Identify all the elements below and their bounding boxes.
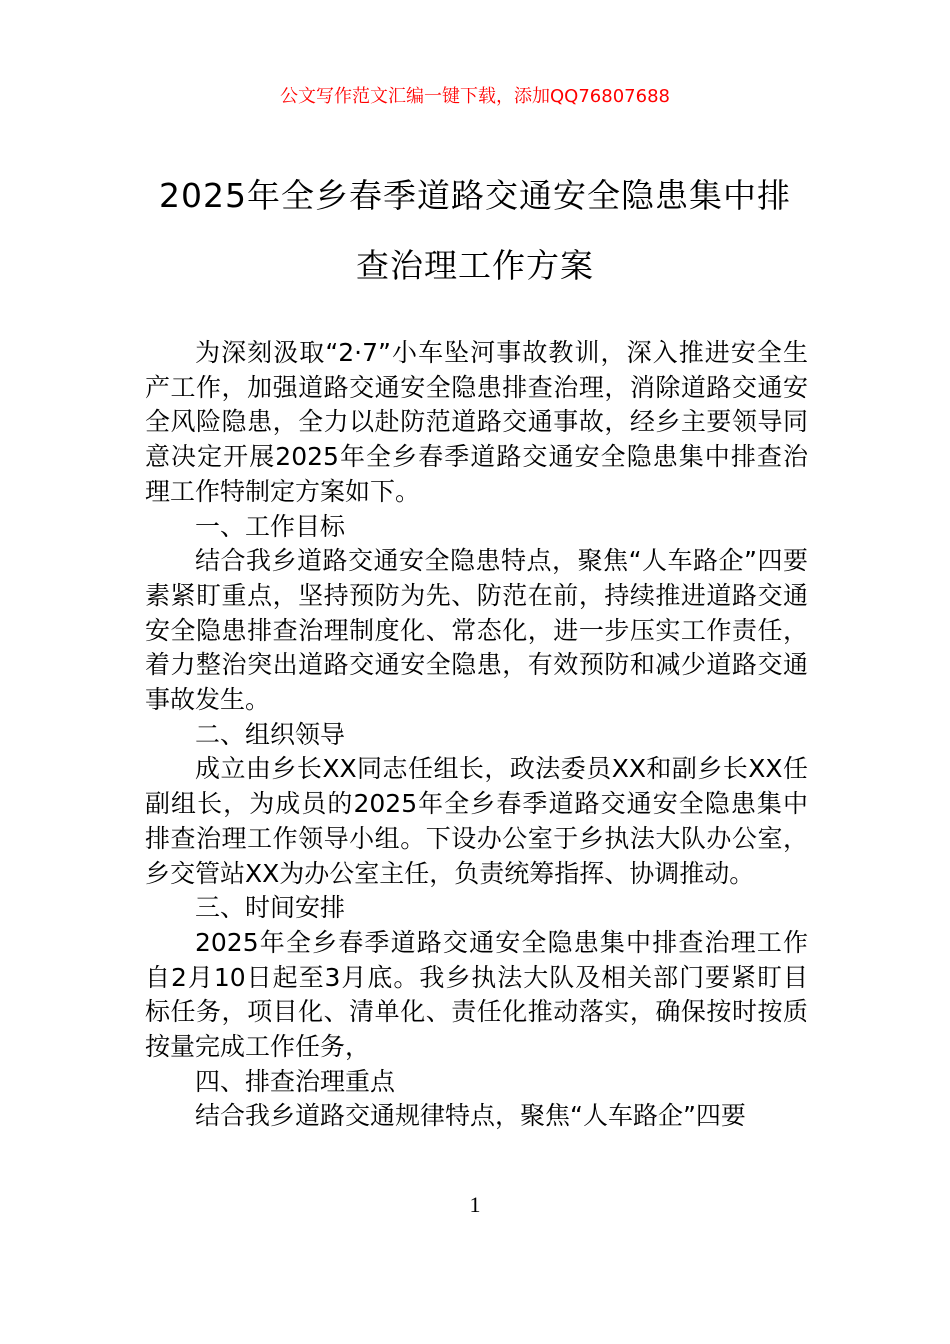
promo-banner: 公文写作范文汇编一键下载，添加QQ76807688 (280, 86, 670, 107)
document-body (145, 336, 808, 1134)
goals-paragraph: 结合我乡道路交通安全隐患特点，聚焦“人车路企”四要素紧盯重点，坚持预防为先、防范在前，持续推进道路交通安全隐患排查治理制度化、常态化，进一步压实工作责任，着力整治突出道路交通安全隐患，有效预防和减少道路交通事故发生。 (145, 546, 808, 715)
intro-paragraph: 为深刻汲取“2·7”小车坠河事故教训，深入推进安全生产工作，加强道路交通安全隐患排查治理，消除道路交通安全风险隐患，全力以赴防范道路交通事故，经乡主要领导同意决定开展2025年全乡春季道路交通安全隐患集中排查治理工作特制定方案如下。 (145, 338, 808, 506)
schedule-paragraph: 2025年全乡春季道路交通安全隐患集中排查治理工作自2月10日起至3月底。我乡执法大队及相关部门要紧盯目标任务，项目化、清单化、责任化推动落实，确保按时按质按量完成工作任务， (145, 927, 808, 1062)
focus-paragraph: 结合我乡道路交通规律特点，聚焦“人车路企”四要 (195, 1101, 746, 1131)
document-title-line-2: 查治理工作方案 (356, 246, 594, 285)
document-title-line-1: 2025年全乡春季道路交通安全隐患集中排 (159, 176, 791, 215)
section-heading-goals: 一、工作目标 (195, 511, 346, 541)
organization-paragraph: 成立由乡长XX同志任组长，政法委员XX和副乡长XX任副组长，为成员的2025年全乡春季道路交通安全隐患集中排查治理工作领导小组。下设办公室于乡执法大队办公室，乡交管站XX为办公室主任，负责统筹指挥、协调推动。 (145, 754, 808, 888)
section-heading-schedule: 三、时间安排 (195, 893, 346, 923)
section-heading-organization: 二、组织领导 (195, 719, 346, 749)
section-heading-focus: 四、排查治理重点 (195, 1066, 396, 1096)
page-number: 1 (469, 1192, 481, 1217)
